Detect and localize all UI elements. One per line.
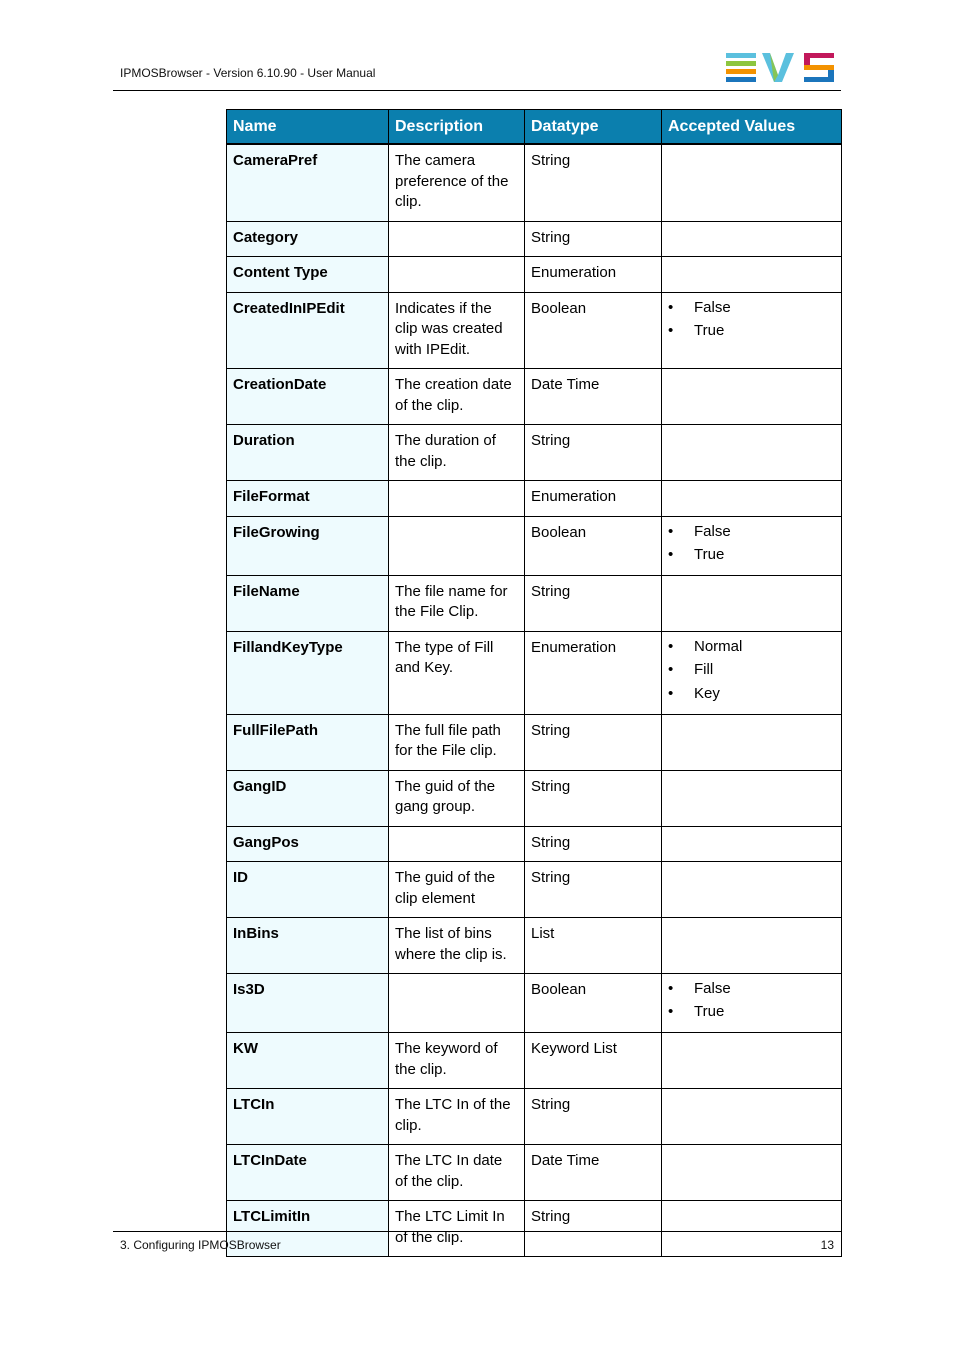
row-description-cell: The LTC In date of the clip.: [389, 1145, 525, 1201]
row-accepted-values-cell: [662, 714, 842, 770]
row-description-cell: The LTC In of the clip.: [389, 1089, 525, 1145]
row-description-cell: [389, 974, 525, 1033]
table-row: [227, 221, 842, 257]
row-datatype-cell: String: [525, 1201, 662, 1257]
row-description-cell: The type of Fill and Key.: [389, 631, 525, 714]
accepted-value-item: [668, 980, 835, 997]
row-description-cell: [389, 481, 525, 517]
accepted-values-list: [668, 523, 835, 567]
row-description-cell: [389, 257, 525, 293]
row-datatype-cell: String: [525, 425, 662, 481]
bullet-icon: •: [668, 684, 674, 702]
row-name-cell: CameraPref: [227, 144, 389, 221]
footer-section-title: 3. Configuring IPMOSBrowser: [120, 1238, 281, 1252]
accepted-value-text: True: [694, 545, 725, 563]
table-row: [227, 714, 842, 770]
bullet-icon: •: [668, 980, 674, 997]
accepted-value-text: False: [694, 980, 731, 997]
row-datatype-cell: Enumeration: [525, 257, 662, 293]
row-datatype-cell: Enumeration: [525, 481, 662, 517]
accepted-value-item: [668, 682, 835, 706]
row-description-cell: [389, 221, 525, 257]
accepted-values-list: [668, 638, 835, 706]
header-divider: [113, 90, 841, 91]
evs-logo-icon: [726, 53, 834, 82]
table-row: [227, 631, 842, 714]
row-accepted-values-cell: [662, 1089, 842, 1145]
row-description-cell: [389, 826, 525, 862]
table-row: [227, 1145, 842, 1201]
row-datatype-cell: Boolean: [525, 974, 662, 1033]
table-row: [227, 575, 842, 631]
row-name-cell: CreatedInIPEdit: [227, 292, 389, 369]
row-accepted-values-cell: [662, 221, 842, 257]
row-datatype-cell: String: [525, 826, 662, 862]
accepted-value-text: False: [694, 522, 731, 540]
table-row: [227, 974, 842, 1033]
row-description-cell: The list of bins where the clip is.: [389, 918, 525, 974]
row-name-cell: FileGrowing: [227, 516, 389, 575]
row-name-cell: Category: [227, 221, 389, 257]
row-datatype-cell: String: [525, 862, 662, 918]
bullet-icon: •: [668, 545, 674, 563]
table-row: [227, 770, 842, 826]
row-datatype-cell: String: [525, 221, 662, 257]
clip-metadata-table: [226, 109, 842, 1257]
accepted-value-text: True: [694, 321, 725, 339]
row-name-cell: LTCIn: [227, 1089, 389, 1145]
accepted-values-list: [668, 980, 835, 1024]
column-header-description: Description: [389, 110, 525, 145]
bullet-icon: •: [668, 1003, 674, 1020]
accepted-value-item: [668, 1000, 835, 1024]
table-row: [227, 826, 842, 862]
row-accepted-values-cell: [662, 918, 842, 974]
row-name-cell: Content Type: [227, 257, 389, 293]
bullet-icon: •: [668, 298, 674, 316]
row-accepted-values-cell: [662, 770, 842, 826]
accepted-value-text: True: [694, 1003, 725, 1020]
row-description-cell: The camera preference of the clip.: [389, 144, 525, 221]
row-datatype-cell: Date Time: [525, 1145, 662, 1201]
row-name-cell: FileName: [227, 575, 389, 631]
table-row: [227, 144, 842, 221]
row-datatype-cell: String: [525, 575, 662, 631]
row-datatype-cell: Boolean: [525, 292, 662, 369]
row-description-cell: The duration of the clip.: [389, 425, 525, 481]
accepted-value-item: [668, 319, 835, 343]
row-name-cell: Duration: [227, 425, 389, 481]
column-header-name: Name: [227, 110, 389, 145]
accepted-value-text: Normal: [694, 637, 743, 655]
row-accepted-values-cell: [662, 292, 842, 369]
document-header-title: IPMOSBrowser - Version 6.10.90 - User Manual: [120, 66, 376, 80]
accepted-value-item: [668, 299, 835, 316]
row-name-cell: ID: [227, 862, 389, 918]
row-description-cell: The creation date of the clip.: [389, 369, 525, 425]
bullet-icon: •: [668, 660, 674, 678]
row-description-cell: Indicates if the clip was created with IPEdit.: [389, 292, 525, 369]
column-header-accepted-values: Accepted Values: [662, 110, 842, 145]
accepted-value-text: Fill: [694, 660, 714, 678]
row-accepted-values-cell: [662, 862, 842, 918]
footer-divider: [113, 1231, 841, 1232]
row-description-cell: The LTC Limit In of the clip.: [389, 1201, 525, 1257]
table-row: [227, 516, 842, 575]
row-accepted-values-cell: [662, 1145, 842, 1201]
row-description-cell: The keyword of the clip.: [389, 1033, 525, 1089]
row-name-cell: FileFormat: [227, 481, 389, 517]
table-row: [227, 369, 842, 425]
row-datatype-cell: String: [525, 1089, 662, 1145]
row-accepted-values-cell: [662, 1201, 842, 1257]
row-description-cell: The guid of the clip element: [389, 862, 525, 918]
row-datatype-cell: List: [525, 918, 662, 974]
row-datatype-cell: Date Time: [525, 369, 662, 425]
bullet-icon: •: [668, 637, 674, 655]
row-accepted-values-cell: [662, 257, 842, 293]
row-accepted-values-cell: [662, 369, 842, 425]
row-name-cell: GangPos: [227, 826, 389, 862]
row-name-cell: FillandKeyType: [227, 631, 389, 714]
table-row: [227, 292, 842, 369]
row-datatype-cell: Keyword List: [525, 1033, 662, 1089]
row-name-cell: GangID: [227, 770, 389, 826]
row-description-cell: The file name for the File Clip.: [389, 575, 525, 631]
accepted-values-list: [668, 299, 835, 343]
table-row: [227, 1201, 842, 1257]
row-datatype-cell: String: [525, 770, 662, 826]
table-row: [227, 1033, 842, 1089]
accepted-value-text: False: [694, 298, 731, 316]
table-row: [227, 918, 842, 974]
row-accepted-values-cell: [662, 575, 842, 631]
table-body: [227, 144, 842, 1257]
row-name-cell: KW: [227, 1033, 389, 1089]
row-accepted-values-cell: [662, 425, 842, 481]
accepted-value-item: [668, 658, 835, 682]
table-row: [227, 425, 842, 481]
footer-page-number: 13: [820, 1238, 834, 1252]
evs-logo: [726, 53, 834, 82]
row-description-cell: [389, 516, 525, 575]
row-accepted-values-cell: [662, 826, 842, 862]
row-datatype-cell: Enumeration: [525, 631, 662, 714]
row-description-cell: The full file path for the File clip.: [389, 714, 525, 770]
column-header-datatype: Datatype: [525, 110, 662, 145]
row-accepted-values-cell: [662, 144, 842, 221]
table-row: [227, 1089, 842, 1145]
table-row: [227, 862, 842, 918]
row-accepted-values-cell: [662, 631, 842, 714]
row-datatype-cell: String: [525, 714, 662, 770]
row-name-cell: Is3D: [227, 974, 389, 1033]
row-datatype-cell: Boolean: [525, 516, 662, 575]
bullet-icon: •: [668, 522, 674, 540]
row-description-cell: The guid of the gang group.: [389, 770, 525, 826]
row-name-cell: LTCInDate: [227, 1145, 389, 1201]
row-accepted-values-cell: [662, 974, 842, 1033]
row-accepted-values-cell: [662, 481, 842, 517]
row-name-cell: LTCLimitIn: [227, 1201, 389, 1257]
row-name-cell: CreationDate: [227, 369, 389, 425]
bullet-icon: •: [668, 321, 674, 339]
row-name-cell: InBins: [227, 918, 389, 974]
accepted-value-item: [668, 543, 835, 567]
table-row: [227, 257, 842, 293]
accepted-value-item: [668, 523, 835, 540]
accepted-value-text: Key: [694, 684, 720, 702]
row-name-cell: FullFilePath: [227, 714, 389, 770]
table-header-row: [227, 110, 842, 145]
accepted-value-item: [668, 638, 835, 655]
table-row: [227, 481, 842, 517]
row-accepted-values-cell: [662, 1033, 842, 1089]
row-accepted-values-cell: [662, 516, 842, 575]
row-datatype-cell: String: [525, 144, 662, 221]
